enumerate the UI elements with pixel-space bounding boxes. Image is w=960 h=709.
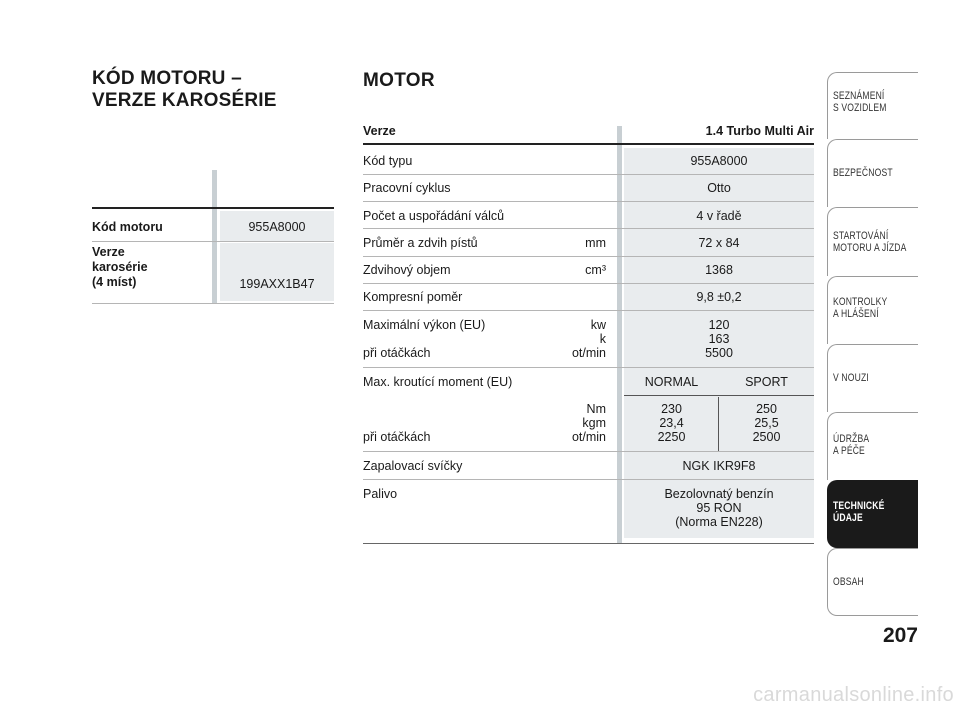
row-separator <box>363 310 814 311</box>
row-separator <box>363 228 814 229</box>
left-table-top-rule <box>92 207 334 209</box>
torque-unit-kgm: kgm <box>582 416 606 430</box>
max-power-unit-hp: k <box>599 332 606 346</box>
tab-udrzba[interactable] <box>827 412 918 480</box>
max-power-rpm-label: při otáčkách <box>363 346 431 360</box>
row-separator <box>363 201 814 202</box>
body-version-value: 199AXX1B47 <box>239 277 315 291</box>
tab-obsah-label: OBSAH <box>833 576 864 588</box>
torque-mode-normal: NORMAL <box>644 375 699 389</box>
torque-normal-kgm: 23,4 <box>659 416 684 430</box>
body-version-label-line3: (4 míst) <box>92 275 137 289</box>
page-number: 207 <box>882 624 918 647</box>
body-version-label <box>92 245 148 290</box>
row-separator <box>363 174 814 175</box>
tab-startovani-label: STARTOVÁNÍ MOTORU A JÍZDA <box>833 230 907 254</box>
bore-stroke-label: Průměr a zdvih pístů <box>363 236 478 250</box>
bore-stroke-value: 72 x 84 <box>698 236 740 250</box>
torque-rpm-label: při otáčkách <box>363 430 431 444</box>
bore-stroke-unit: mm <box>585 236 606 250</box>
work-cycle-label: Pracovní cyklus <box>363 181 451 195</box>
torque-mode-separator <box>624 395 814 396</box>
engine-code-title <box>92 68 277 112</box>
max-power-rpm-unit: ot/min <box>571 346 606 360</box>
row-separator <box>363 256 814 257</box>
fuel-label: Palivo <box>363 487 398 501</box>
compression-value: 9,8 ±0,2 <box>696 290 742 304</box>
version-header-label: Verze <box>363 124 396 138</box>
max-power-hp-value: 163 <box>708 332 730 346</box>
fuel-value-line2: 95 RON <box>696 501 742 515</box>
torque-normal-rpm: 2250 <box>657 430 686 444</box>
watermark: carmanualsonline.info <box>753 684 954 706</box>
tab-udrzba-label: ÚDRŽBA A PÉČE <box>833 433 870 457</box>
torque-sport-nm: 250 <box>756 402 777 416</box>
tab-kontrolky-label: KONTROLKY A HLÁŠENÍ <box>833 296 888 320</box>
motor-title: MOTOR <box>363 70 435 91</box>
tab-kontrolky[interactable] <box>827 276 918 344</box>
max-power-label: Maximální výkon (EU) <box>363 318 486 332</box>
cylinders-value: 4 v řadě <box>696 209 742 223</box>
left-table-column-bar <box>212 170 217 304</box>
tab-bezpecnost-label: BEZPEČNOST <box>833 167 893 179</box>
engine-code-label: Kód motoru <box>92 220 163 234</box>
tab-seznameni-label: SEZNÁMENÍ S VOZIDLEM <box>833 90 887 114</box>
tab-startovani[interactable] <box>827 207 918 276</box>
tab-obsah[interactable] <box>827 548 918 616</box>
torque-sport-kgm: 25,5 <box>754 416 779 430</box>
left-table-separator <box>92 241 334 242</box>
right-table-top-rule <box>363 143 814 145</box>
tab-v-nouzi-label: V NOUZI <box>833 372 869 384</box>
fuel-value-line1: Bezolovnatý benzín <box>664 487 774 501</box>
torque-unit-nm: Nm <box>586 402 606 416</box>
work-cycle-value: Otto <box>707 181 731 195</box>
left-table-bottom-rule <box>92 303 334 304</box>
tab-seznameni[interactable] <box>827 72 918 139</box>
max-power-unit-kw: kw <box>590 318 606 332</box>
engine-code-value: 955A8000 <box>248 220 306 234</box>
body-version-label-line2: karosérie <box>92 260 148 274</box>
max-power-kw-value: 120 <box>708 318 730 332</box>
row-separator <box>363 283 814 284</box>
spark-plugs-label: Zapalovací svíčky <box>363 459 463 473</box>
displacement-value: 1368 <box>705 263 733 277</box>
row-separator <box>363 451 814 452</box>
left-table-value-cell <box>220 243 334 301</box>
displacement-unit: cm³ <box>585 263 606 277</box>
tab-technicke-udaje-label: TECHNICKÉ ÚDAJE <box>833 500 885 524</box>
row-separator <box>363 479 814 480</box>
type-code-value: 955A8000 <box>690 154 748 168</box>
compression-label: Kompresní poměr <box>363 290 463 304</box>
tab-technicke-udaje[interactable] <box>827 480 918 548</box>
spark-plugs-value: NGK IKR9F8 <box>682 459 756 473</box>
right-table-bottom-rule <box>363 543 814 544</box>
tab-v-nouzi[interactable] <box>827 344 918 412</box>
right-table-column-bar <box>617 126 622 544</box>
torque-rpm-unit: ot/min <box>571 430 606 444</box>
version-header-value: 1.4 Turbo Multi Air <box>705 124 814 138</box>
fuel-value-line3: (Norma EN228) <box>675 515 763 529</box>
torque-sport-rpm: 2500 <box>752 430 781 444</box>
cylinders-label: Počet a uspořádání válců <box>363 209 505 223</box>
torque-mode-sport: SPORT <box>745 375 788 389</box>
engine-code-title-line2: VERZE KAROSÉRIE <box>92 90 277 111</box>
max-torque-label: Max. kroutící moment (EU) <box>363 375 513 389</box>
row-separator <box>363 367 814 368</box>
displacement-label: Zdvihový objem <box>363 263 451 277</box>
type-code-label: Kód typu <box>363 154 413 168</box>
tab-bezpecnost[interactable] <box>827 139 918 207</box>
torque-normal-nm: 230 <box>661 402 682 416</box>
max-power-rpm-value: 5500 <box>705 346 733 360</box>
engine-code-title-line1: KÓD MOTORU – <box>92 68 242 89</box>
body-version-label-line1: Verze <box>92 245 125 259</box>
